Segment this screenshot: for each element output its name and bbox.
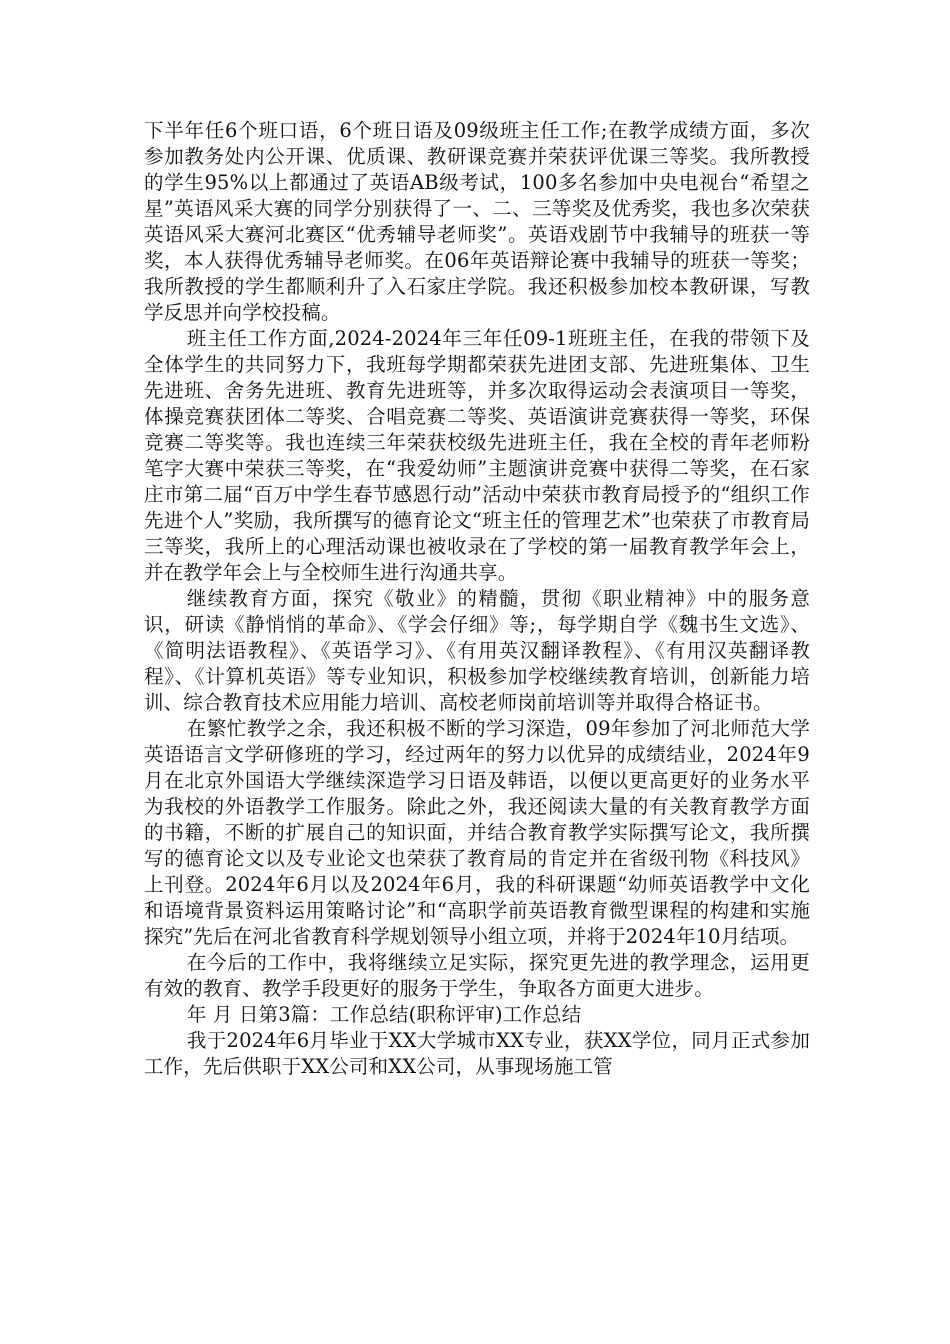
paragraph-class-teacher-work: 班主任工作方面,2024-2024年三年任09-1班班主任，在我的带领下及全体学生的共同努力下，我班每学期都荣获先进团支部、先进班集体、卫生先进班、舍务先进班、教育先进班等，并多次取得运动会表演项目一等奖，体操竞赛获团体二等奖、合唱竞赛二等奖、英语演讲竞赛获得一等奖，环保竞赛二等奖等。我也连续三年荣获校级先进班主任，我在全校的青年老师粉笔字大赛中荣获三等奖，在“我爱幼师”主题演讲竞赛中获得二等奖，在石家庄市第二届“百万中学生春节感恩行动”活动中荣获市教育局授予的“组织工作先进个人”奖励，我所撰写的德育论文“班主任的管理艺术”也荣获了市教育局三等奖，我所上的心理活动课也被收录在了学校的第一届教育教学年会上，并在教学年会上与全校师生进行沟通共享。 <box>144 327 810 584</box>
section-heading-third-article: 年 月 日第3篇：工作总结(职称评审)工作总结 <box>186 1003 582 1026</box>
document-body <box>144 118 810 1080</box>
paragraph-career-intro: 我于2024年6月毕业于XX大学城市XX专业，获XX学位，同月正式参加工作，先后供职于XX公司和XX公司，从事现场施工管 <box>144 1029 810 1078</box>
paragraph-continuing-education: 继续教育方面，探究《敬业》的精髓，贯彻《职业精神》中的服务意识，研读《静悄悄的革命》、《学会仔细》等;，每学期自学《魏书生文选》、《简明法语教程》、《英语学习》、《有用英汉翻译教程》、《有用汉英翻译教程》、《计算机英语》等专业知识，积极参加学校继续教育培训，创新能力培训、综合教育技术应用能力培训、高校老师岗前培训等并取得合格证书。 <box>144 587 810 714</box>
paragraph-further-study: 在繁忙教学之余，我还积极不断的学习深造，09年参加了河北师范大学英语语言文学研修班的学习，经过两年的努力以优异的成绩结业，2024年9月在北京外国语大学继续深造学习日语及韩语，以便以更高更好的业务水平为我校的外语教学工作服务。除此之外，我还阅读大量的有关教育教学方面的书籍，不断的扩展自己的知识面，并结合教育教学实际撰写论文，我所撰写的德育论文以及专业论文也荣获了教育局的肯定并在省级刊物《科技风》上刊登。2024年6月以及2024年6月，我的科研课题“幼师英语教学中文化和语境背景资料运用策略讨论”和“高职学前英语教育微型课程的构建和实施探究”先后在河北省教育科学规划领导小组立项，并将于2024年10月结项。 <box>144 717 810 948</box>
paragraph-future-plans: 在今后的工作中，我将继续立足实际，探究更先进的教学理念，运用更有效的教育、教学手段更好的服务于学生，争取各方面更大进步。 <box>144 951 810 1000</box>
paragraph-teaching-results: 下半年任6个班口语，6个班日语及09级班主任工作;在教学成绩方面，多次参加教务处内公开课、优质课、教研课竞赛并荣获评优课三等奖。我所教授的学生95%以上都通过了英语AB级考试，100多名参加中央电视台“希望之星”英语风采大赛的同学分别获得了一、二、三等奖及优秀奖，我也多次荣获英语风采大赛河北赛区“优秀辅导老师奖”。英语戏剧节中我辅导的班获一等奖，本人获得优秀辅导老师奖。在06年英语辩论赛中我辅导的班获一等奖；我所教授的学生都顺利升了入石家庄学院。我还积极参加校本教研课，写教学反思并向学校投稿。 <box>144 119 810 324</box>
